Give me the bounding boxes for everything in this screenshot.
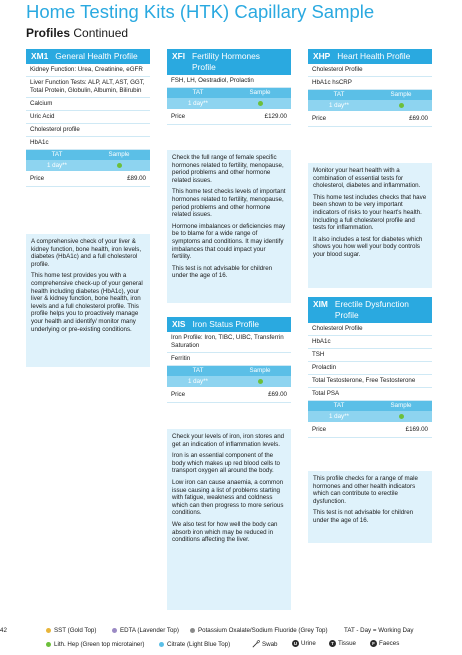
- price-label: Price: [30, 175, 45, 182]
- tat-label: TAT: [308, 401, 370, 411]
- tat-label: TAT: [308, 90, 370, 100]
- tat-label: TAT: [26, 150, 88, 160]
- description-paragraph: Hormone imbalances or deficiencies may be to blame for a wide range of symptoms and conditions. It may identify imbalances that could impact your fertility.: [172, 222, 286, 261]
- test-row: Uric Acid: [26, 111, 150, 124]
- legend-label: Citrate (Light Blue Top): [167, 641, 231, 648]
- card-header: [308, 49, 432, 64]
- description-paragraph: It also includes a test for diabetes which shows you how well your body controls your blood sugar.: [313, 235, 423, 258]
- tat-label: TAT: [167, 366, 229, 376]
- sample-value: [370, 411, 432, 422]
- legend-label: Swab: [262, 640, 278, 648]
- test-list: [167, 75, 291, 88]
- legend-swab: [252, 640, 277, 648]
- test-list: [167, 332, 291, 366]
- card-description-xim: [308, 471, 432, 543]
- card-code: XIS: [172, 319, 186, 329]
- tat-values: [167, 98, 291, 109]
- description-paragraph: Monitor your heart health with a combination of essential tests for cholesterol, diabetes and inflammation.: [313, 167, 421, 190]
- price-row: [167, 109, 291, 125]
- description-paragraph: A comprehensive check of your liver & kidney function, bone health, iron levels, diabetes (HbA1c) and a full cholesterol profile.: [31, 238, 142, 268]
- tat-value: 1 day**: [167, 376, 229, 387]
- lith-hep-dot-icon: [399, 414, 404, 419]
- card-xis: [167, 317, 291, 403]
- tat-values: [167, 376, 291, 387]
- sample-label: Sample: [370, 90, 432, 100]
- legend-sst: [46, 627, 96, 634]
- sample-value: [229, 98, 291, 109]
- card-code: XFI: [172, 51, 186, 61]
- test-row: Total Testosterone, Free Testosterone: [308, 375, 432, 388]
- test-row: Liver Function Tests: ALP, ALT, AST, GGT, Total Protein, Globulin, Albumin, Bilirubin: [26, 77, 150, 98]
- test-row: Prolactin: [308, 362, 432, 375]
- legend-tissue: [329, 640, 356, 647]
- card-header: [167, 49, 291, 75]
- test-row: Total PSA: [308, 388, 432, 401]
- price-value: £69.00: [409, 115, 428, 122]
- legend-faeces: [370, 640, 399, 647]
- sample-value: [88, 160, 150, 171]
- card-code: XHP: [313, 51, 331, 61]
- price-label: Price: [312, 115, 327, 122]
- legend-fluoride: [190, 627, 328, 634]
- price-value: £69.00: [268, 391, 287, 398]
- legend-lith: [46, 641, 144, 648]
- description-paragraph: Iron is an essential component of the body which makes up red blood cells to transport oxygen all around the body.: [172, 452, 280, 475]
- sample-legend: [0, 624, 462, 655]
- test-row: Ferritin: [167, 353, 291, 366]
- tissue-icon: T: [329, 640, 336, 647]
- legend-label: Faeces: [379, 640, 400, 647]
- tat-value: 1 day**: [167, 98, 229, 109]
- description-paragraph: Check your levels of iron, iron stores and get an indication of inflammation levels.: [172, 433, 285, 448]
- card-xim: [308, 297, 432, 438]
- description-paragraph: This home test checks levels of important hormones related to fertility, menopause, period problems and other hormone related issues.: [172, 188, 286, 219]
- price-row: [308, 111, 432, 127]
- description-paragraph: This home test provides you with a comprehensive check-up of your general health including diabetes (HbA1c), your liver & kidney function, bone health, iron levels and a full cholesterol profile. This profile helps you to proactively manage your health and identify/ monitor many underlying or pre-existing conditions.: [31, 272, 143, 333]
- page-title: Home Testing Kits (HTK) Capillary Sample: [26, 1, 375, 22]
- test-row: Cholesterol Profile: [308, 64, 432, 77]
- description-paragraph: This profile checks for a range of male hormones and other health indicators which can contribute to erectile dysfunction.: [313, 475, 418, 505]
- lith-hep-dot-icon: [258, 101, 263, 106]
- card-name: Iron Status Profile: [192, 319, 260, 329]
- legend-citrate: [159, 641, 230, 648]
- page-number: 42: [0, 627, 7, 634]
- card-header: [26, 49, 150, 64]
- test-row: HbA1c: [308, 336, 432, 349]
- legend-label: Lith. Hep (Green top microtainer): [54, 641, 145, 648]
- urine-icon: U: [293, 641, 298, 646]
- legend-label: EDTA (Lavender Top): [120, 627, 179, 634]
- tat-header: [308, 401, 432, 411]
- legend-urine: [292, 640, 316, 647]
- citrate-dot-icon: [159, 642, 164, 647]
- price-value: £169.00: [405, 426, 428, 433]
- subtitle-bold: Profiles: [26, 26, 71, 40]
- test-row: HbA1c: [26, 137, 150, 150]
- sample-label: Sample: [370, 401, 432, 411]
- price-row: [308, 422, 432, 438]
- test-row: HbA1c hsCRP: [308, 77, 432, 90]
- fluoride-dot-icon: [190, 628, 195, 633]
- price-label: Price: [171, 391, 186, 398]
- price-label: Price: [312, 426, 327, 433]
- tat-label: TAT: [167, 88, 229, 98]
- description-paragraph: This home test includes checks that have been shown to be very important indicators of risks to your heart's health. Including a full cholesterol profile and tests for inflammation.: [313, 193, 427, 232]
- description-paragraph: We also test for how well the body can absorb iron which may be reduced in conditions affecting the liver.: [172, 520, 278, 544]
- page-subtitle: [26, 26, 128, 40]
- sst-dot-icon: [46, 628, 51, 633]
- card-name: Heart Health Profile: [337, 51, 411, 61]
- lith-hep-dot-icon: [399, 103, 404, 108]
- card-name: Fertility Hormones Profile: [192, 51, 260, 72]
- card-name: General Health Profile: [55, 51, 138, 61]
- card-code: XM1: [31, 51, 49, 61]
- test-row: Calcium: [26, 98, 150, 111]
- tat-header: [308, 90, 432, 100]
- legend-label: Tissue: [338, 640, 356, 647]
- card-xhp: [308, 49, 432, 127]
- price-row: [26, 171, 150, 187]
- test-row: Cholesterol Profile: [308, 323, 432, 336]
- description-paragraph: This test is not advisable for children under the age of 16.: [172, 264, 273, 280]
- sample-label: Sample: [88, 150, 150, 160]
- card-description-xfi: [167, 150, 291, 303]
- sample-label: Sample: [229, 88, 291, 98]
- test-row: Iron Profile: Iron, TIBC, UIBC, Transferrin Saturation: [167, 332, 291, 353]
- lith-hep-dot-icon: [46, 642, 51, 647]
- card-header: [308, 297, 432, 323]
- description-paragraph: Check the full range of female specific hormones related to fertility, menopause, period problems and other hormone related issues.: [172, 154, 284, 184]
- tat-header: [167, 366, 291, 376]
- test-row: TSH: [308, 349, 432, 362]
- lith-hep-dot-icon: [258, 379, 263, 384]
- legend-label: SST (Gold Top): [54, 627, 97, 634]
- card-description-xm1: [26, 234, 150, 367]
- tat-values: [26, 160, 150, 171]
- description-paragraph: Low iron can cause anaemia, a common issue causing a list of problems starting with fatigue, weakness and coldness which can then progress to more serious conditions.: [172, 478, 284, 517]
- card-description-xhp: [308, 163, 432, 288]
- price-value: £89.00: [127, 175, 146, 182]
- tat-header: [167, 88, 291, 98]
- test-list: [26, 64, 150, 150]
- price-value: £129.00: [264, 113, 287, 120]
- tat-values: [308, 411, 432, 422]
- card-name: Erectile Dysfunction Profile: [334, 299, 409, 320]
- sample-value: [370, 100, 432, 111]
- legend-edta: [112, 627, 179, 634]
- swab-icon: [252, 640, 260, 648]
- test-row: FSH, LH, Oestradiol, Prolactin: [167, 75, 291, 88]
- subtitle-rest: Continued: [70, 26, 129, 40]
- tat-values: [308, 100, 432, 111]
- tat-value: 1 day**: [26, 160, 88, 171]
- edta-dot-icon: [112, 628, 117, 633]
- price-row: [167, 387, 291, 403]
- legend-tat-note: TAT - Day = Working Day: [344, 627, 414, 634]
- price-label: Price: [171, 113, 186, 120]
- legend-label: Potassium Oxalate/Sodium Fluoride (Grey Top): [198, 627, 328, 634]
- test-row: Kidney Function: Urea, Creatinine, eGFR: [26, 64, 150, 77]
- card-xm1: [26, 49, 150, 187]
- sample-value: [229, 376, 291, 387]
- test-row: Cholesterol profile: [26, 124, 150, 137]
- faeces-icon: F: [370, 640, 377, 647]
- tat-value: 1 day**: [308, 100, 370, 111]
- card-code: XIM: [313, 299, 328, 309]
- sample-label: Sample: [229, 366, 291, 376]
- test-list: [308, 64, 432, 90]
- card-xfi: [167, 49, 291, 125]
- card-header: [167, 317, 291, 332]
- tat-header: [26, 150, 150, 160]
- tat-value: 1 day**: [308, 411, 370, 422]
- test-list: [308, 323, 432, 401]
- card-description-xis: [167, 429, 291, 610]
- lith-hep-dot-icon: [117, 163, 122, 168]
- legend-label: Urine: [301, 640, 316, 647]
- description-paragraph: This test is not advisable for children under the age of 16.: [313, 509, 414, 524]
